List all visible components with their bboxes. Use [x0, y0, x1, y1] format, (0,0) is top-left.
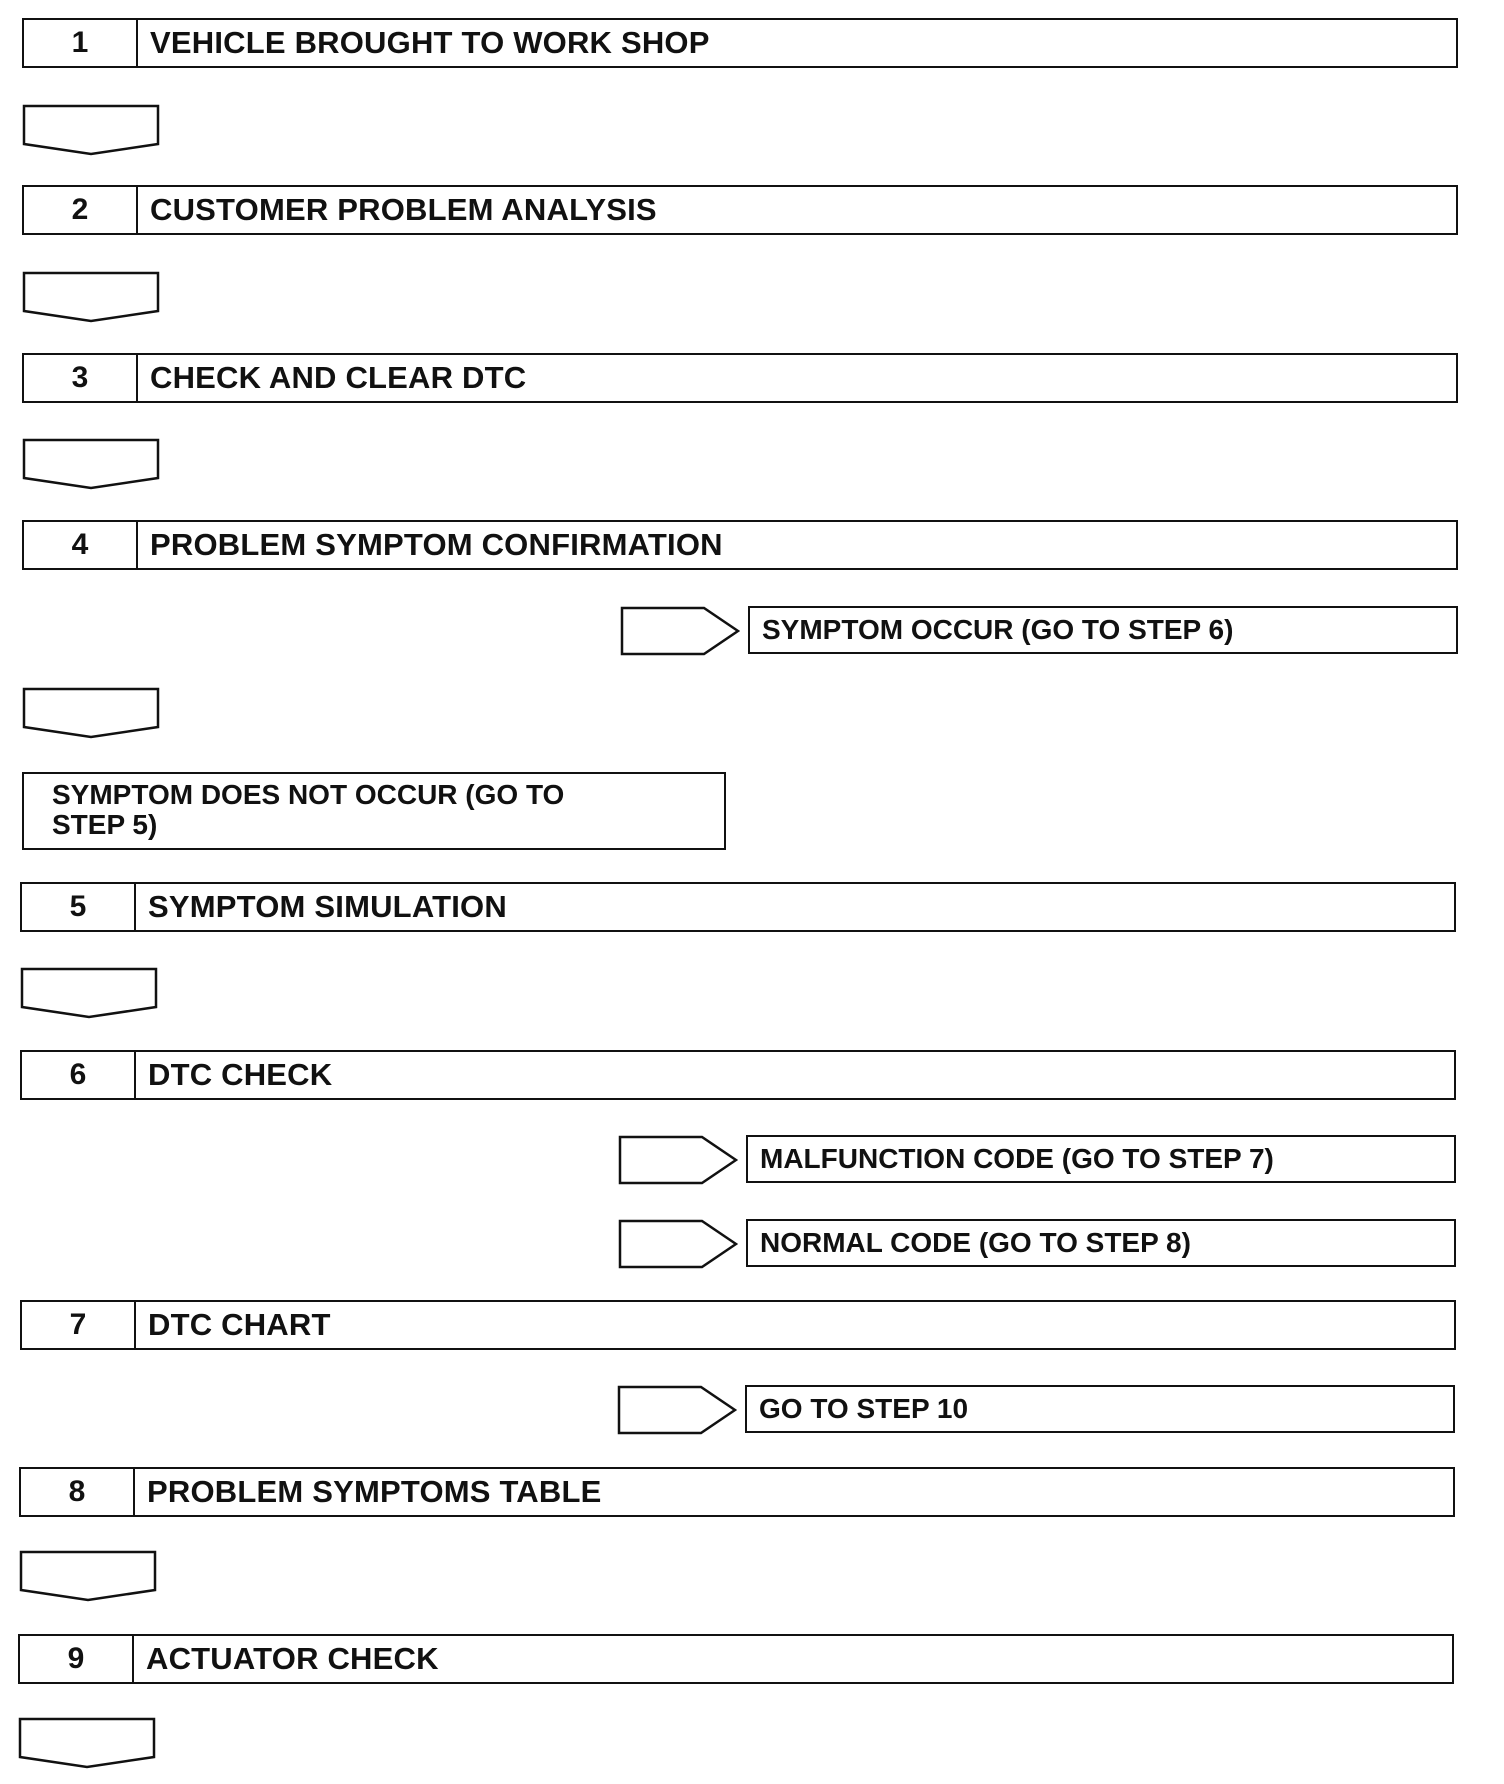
step-label: SYMPTOM SIMULATION	[148, 889, 507, 924]
step-number: 7	[22, 1302, 136, 1348]
step-label: PROBLEM SYMPTOMS TABLE	[147, 1474, 602, 1509]
step-1-box	[22, 18, 1458, 68]
step-4-box	[22, 520, 1458, 570]
step-number: 8	[21, 1469, 135, 1515]
branch-go-to-step-10: GO TO STEP 10	[745, 1385, 1455, 1433]
right-arrow-icon	[617, 1385, 737, 1435]
down-arrow-icon	[22, 104, 160, 156]
step-number: 6	[22, 1052, 136, 1098]
branch-normal-code: NORMAL CODE (GO TO STEP 8)	[746, 1219, 1456, 1267]
step-6-box	[20, 1050, 1456, 1100]
branch-malfunction-code: MALFUNCTION CODE (GO TO STEP 7)	[746, 1135, 1456, 1183]
step-9-box	[18, 1634, 1454, 1684]
step-number: 9	[20, 1636, 134, 1682]
step-3-box	[22, 353, 1458, 403]
branch-symptom-not-occur: SYMPTOM DOES NOT OCCUR (GO TO STEP 5)	[22, 772, 726, 850]
step-label: DTC CHART	[148, 1307, 331, 1342]
down-arrow-icon	[20, 967, 158, 1019]
step-label: ACTUATOR CHECK	[146, 1641, 439, 1676]
step-label: PROBLEM SYMPTOM CONFIRMATION	[150, 527, 723, 562]
step-label: DTC CHECK	[148, 1057, 333, 1092]
down-arrow-icon	[18, 1717, 156, 1769]
branch-symptom-occur: SYMPTOM OCCUR (GO TO STEP 6)	[748, 606, 1458, 654]
right-arrow-icon	[620, 606, 740, 656]
right-arrow-icon	[618, 1219, 738, 1269]
right-arrow-icon	[618, 1135, 738, 1185]
step-number: 5	[22, 884, 136, 930]
step-label: VEHICLE BROUGHT TO WORK SHOP	[150, 25, 710, 60]
down-arrow-icon	[22, 438, 160, 490]
step-number: 2	[24, 187, 138, 233]
step-number: 1	[24, 20, 138, 66]
step-number: 4	[24, 522, 138, 568]
down-arrow-icon	[22, 687, 160, 739]
step-2-box	[22, 185, 1458, 235]
step-8-box	[19, 1467, 1455, 1517]
down-arrow-icon	[19, 1550, 157, 1602]
down-arrow-icon	[22, 271, 160, 323]
step-7-box	[20, 1300, 1456, 1350]
step-5-box	[20, 882, 1456, 932]
step-label: CUSTOMER PROBLEM ANALYSIS	[150, 192, 657, 227]
step-label: CHECK AND CLEAR DTC	[150, 360, 527, 395]
step-number: 3	[24, 355, 138, 401]
